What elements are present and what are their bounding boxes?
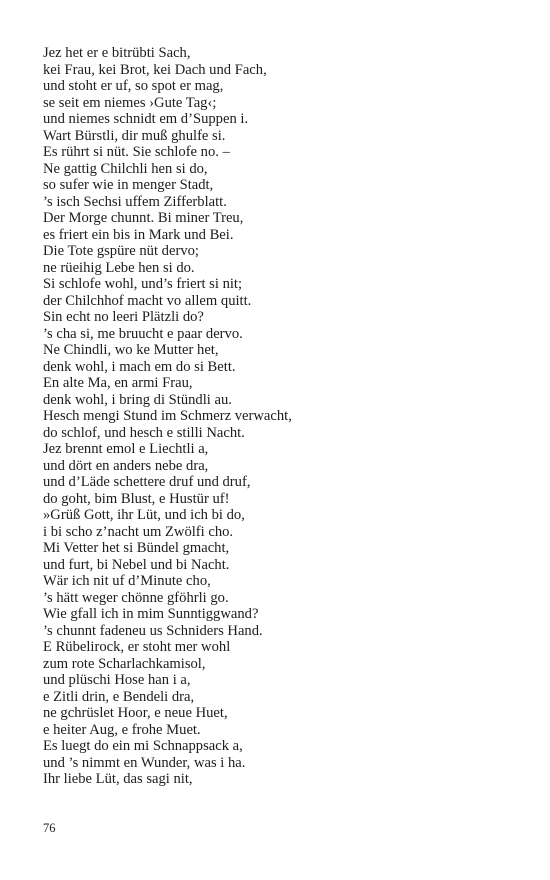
poem-line: Es rührt si nüt. Sie schlofe no. – <box>43 144 230 160</box>
poem-line: ’s hätt weger chönne gföhrli go. <box>43 589 229 606</box>
poem-line: und plüschi Hose han i a, <box>43 672 191 688</box>
poem-line: und stoht er uf, so spot er mag, <box>43 78 224 94</box>
poem-line: Jez brennt emol e Liechtli a, <box>43 441 209 457</box>
poem-line: Wär ich nit uf d’Minute cho, <box>43 573 211 589</box>
poem-line: E Rübelirock, er stoht mer wohl <box>43 639 231 655</box>
poem-line: ne gchrüslet Hoor, e neue Huet, <box>43 705 228 721</box>
poem-line: ’s cha si, me bruucht e paar dervo. <box>43 325 243 342</box>
poem-line: und dört en anders nebe dra, <box>43 457 209 474</box>
poem-line: do schlof, und hesch e stilli Nacht. <box>43 424 245 441</box>
poem-line: Si schlofe wohl, und’s friert si nit; <box>43 276 243 292</box>
poem-line: denk wohl, i mach em do si Bett. <box>43 358 236 375</box>
page-number: 76 <box>43 821 56 835</box>
poem-line: und ’s nimmt en Wunder, was i ha. <box>43 754 246 771</box>
poem-line: Hesch mengi Stund im Schmerz verwacht, <box>43 408 292 424</box>
poem-line: do goht, bim Blust, e Hustür uf! <box>43 490 230 507</box>
poem-line: denk wohl, i bring di Stündli au. <box>43 391 232 408</box>
poem-line: Ihr liebe Lüt, das sagi nit, <box>43 771 193 787</box>
poem-line: Es luegt do ein mi Schnappsack a, <box>43 738 243 754</box>
poem-line: En alte Ma, en armi Frau, <box>43 375 193 391</box>
poem-line: Die Tote gspüre nüt dervo; <box>43 243 199 259</box>
poem-line: e Zitli drin, e Bendeli dra, <box>43 688 195 705</box>
poem-line: der Chilchhof macht vo allem quitt. <box>43 292 252 309</box>
poem-line: und niemes schnidt em d’Suppen i. <box>43 111 249 127</box>
poem-line: se seit em niemes ›Gute Tag‹; <box>43 94 217 111</box>
poem-line: Ne Chindli, wo ke Mutter het, <box>43 342 219 358</box>
poem-text <box>43 45 523 788</box>
poem-line: und furt, bi Nebel und bi Nacht. <box>43 556 230 573</box>
poem-line: ne rüeihig Lebe hen si do. <box>43 259 195 276</box>
poem-line: ’s chunnt fadeneu us Schniders Hand. <box>43 622 263 639</box>
poem-line: so sufer wie in menger Stadt, <box>43 177 214 193</box>
poem-line: und d’Läde schettere druf und druf, <box>43 474 251 490</box>
poem-line: »Grüß Gott, ihr Lüt, und ich bi do, <box>43 507 245 523</box>
poem-line: Wart Bürstli, dir muß ghulfe si. <box>43 127 226 144</box>
poem-line: Sin echt no leeri Plätzli do? <box>43 309 204 325</box>
poem-line: Mi Vetter het si Bündel gmacht, <box>43 540 230 556</box>
poem-line: Der Morge chunnt. Bi miner Treu, <box>43 210 244 226</box>
poem-line: Wie gfall ich in mim Sunntiggwand? <box>43 606 259 622</box>
poem-line: ’s isch Sechsi uffem Zifferblatt. <box>43 193 227 210</box>
poem-line: kei Frau, kei Brot, kei Dach und Fach, <box>43 61 267 78</box>
poem-line: Ne gattig Chilchli hen si do, <box>43 160 208 177</box>
poem-line: e heiter Aug, e frohe Muet. <box>43 721 201 738</box>
poem-line: es friert ein bis in Mark und Bei. <box>43 226 234 243</box>
poem-line: Jez het er e bitrübti Sach, <box>43 45 191 61</box>
poem-line: i bi scho z’nacht um Zwölfi cho. <box>43 523 234 540</box>
poem-line: zum rote Scharlachkamisol, <box>43 655 206 672</box>
